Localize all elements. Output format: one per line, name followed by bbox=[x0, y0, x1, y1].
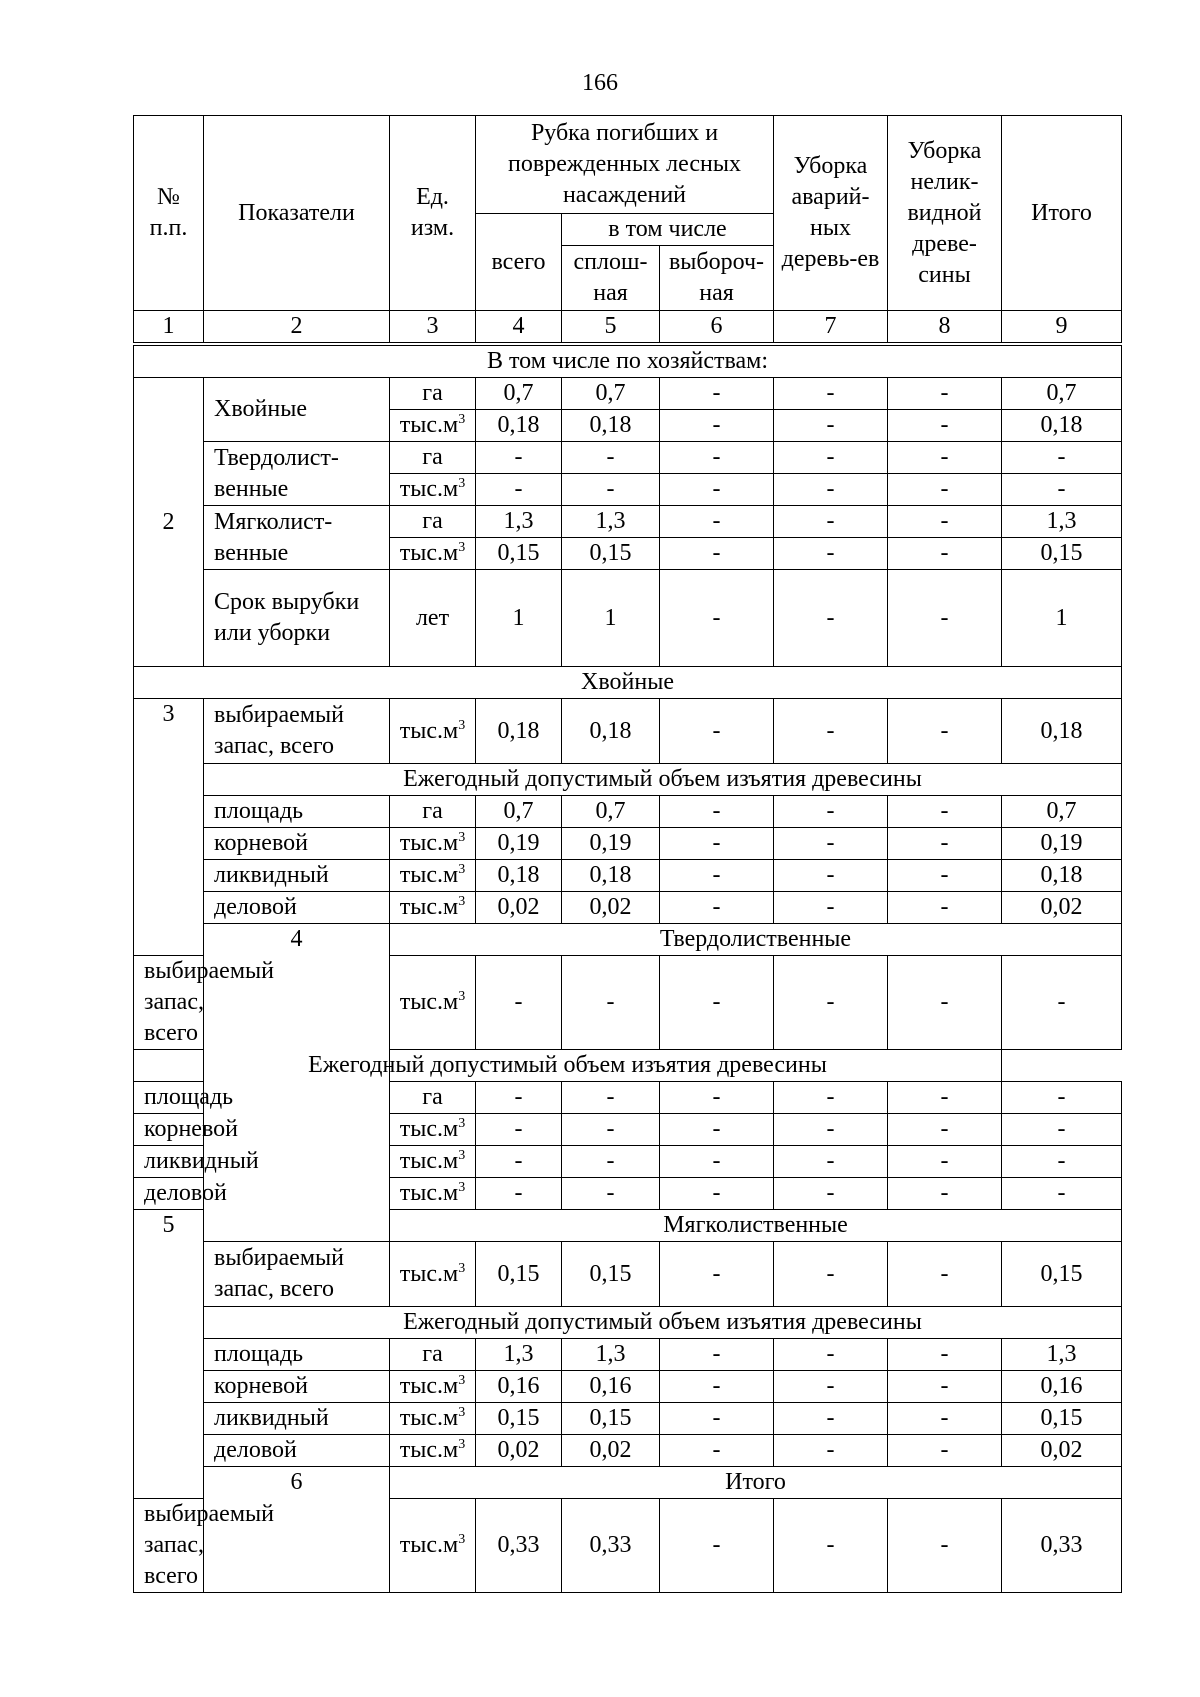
unit-cell bbox=[390, 538, 476, 570]
unit-text: тыс.м bbox=[399, 1180, 459, 1206]
unit-superscript: 3 bbox=[458, 894, 466, 909]
column-number: 3 bbox=[390, 311, 476, 345]
row-number: 2 bbox=[134, 378, 204, 667]
value-cell: - bbox=[1002, 442, 1122, 474]
row-name: деловой bbox=[204, 892, 390, 924]
unit-cell bbox=[390, 410, 476, 442]
annual-row bbox=[134, 764, 1122, 796]
unit-text: тыс.м bbox=[399, 1148, 459, 1174]
value-cell: 0,15 bbox=[476, 1403, 562, 1435]
value-cell: - bbox=[660, 1435, 774, 1467]
value-cell: - bbox=[888, 474, 1002, 506]
value-cell: 0,7 bbox=[562, 796, 660, 828]
value-cell: 0,19 bbox=[1002, 828, 1122, 860]
unit-cell: га bbox=[390, 378, 476, 410]
table-row bbox=[134, 860, 1122, 892]
value-cell: - bbox=[774, 1178, 888, 1210]
unit-cell: га bbox=[390, 506, 476, 538]
value-cell: 0,15 bbox=[476, 538, 562, 570]
table-row bbox=[134, 442, 1122, 474]
unit-superscript: 3 bbox=[458, 540, 466, 555]
table-row bbox=[134, 699, 1122, 764]
value-cell: - bbox=[888, 1242, 1002, 1307]
value-cell: 0,15 bbox=[562, 1403, 660, 1435]
table-row bbox=[134, 378, 1122, 410]
section-by-farms: В том числе по хозяйствам: bbox=[134, 344, 1122, 378]
unit-superscript: 3 bbox=[458, 1405, 466, 1420]
unit-text: тыс.м bbox=[399, 1116, 459, 1142]
value-cell: - bbox=[774, 699, 888, 764]
table-row bbox=[134, 1371, 1122, 1403]
value-cell: 0,33 bbox=[476, 1499, 562, 1593]
group-title-row bbox=[134, 667, 1122, 699]
unit-text: тыс.м bbox=[399, 1373, 459, 1399]
value-cell: - bbox=[562, 1146, 660, 1178]
value-cell: - bbox=[562, 442, 660, 474]
group-title: Твердолиственные bbox=[390, 924, 1122, 956]
header-num: № п.п. bbox=[134, 116, 204, 311]
value-cell: - bbox=[888, 1146, 1002, 1178]
value-cell: 0,18 bbox=[562, 699, 660, 764]
unit-superscript: 3 bbox=[458, 476, 466, 491]
value-cell: - bbox=[888, 570, 1002, 667]
group-title: Мягколиственные bbox=[390, 1210, 1122, 1242]
row-name: Срок вырубки или уборки bbox=[204, 570, 390, 667]
unit-cell bbox=[390, 1146, 476, 1178]
row-name: выбираемый запас, всего bbox=[134, 956, 204, 1050]
unit-text: тыс.м bbox=[399, 1405, 459, 1431]
table-row bbox=[134, 892, 1122, 924]
row-name: ликвидный bbox=[134, 1146, 204, 1178]
row-name: ликвидный bbox=[204, 860, 390, 892]
row-name: корневой bbox=[204, 1371, 390, 1403]
unit-cell bbox=[390, 474, 476, 506]
value-cell: - bbox=[660, 442, 774, 474]
value-cell: 0,02 bbox=[562, 892, 660, 924]
value-cell: - bbox=[774, 956, 888, 1050]
unit-superscript: 3 bbox=[458, 1148, 466, 1163]
value-cell: - bbox=[562, 1114, 660, 1146]
unit-text: тыс.м bbox=[399, 717, 459, 744]
value-cell: - bbox=[888, 956, 1002, 1050]
value-cell: - bbox=[660, 506, 774, 538]
unit-superscript: 3 bbox=[458, 1373, 466, 1388]
row-name: площадь bbox=[204, 1339, 390, 1371]
value-cell: 0,18 bbox=[476, 860, 562, 892]
table-row bbox=[134, 1435, 1122, 1467]
row-name: деловой bbox=[134, 1178, 204, 1210]
value-cell: - bbox=[562, 1082, 660, 1114]
forest-table bbox=[133, 115, 1122, 1593]
table-row bbox=[134, 1339, 1122, 1371]
value-cell: - bbox=[888, 538, 1002, 570]
unit-superscript: 3 bbox=[458, 1532, 466, 1547]
value-cell: 0,7 bbox=[476, 378, 562, 410]
header-indicator: Показатели bbox=[204, 116, 390, 311]
unit-text: тыс.м bbox=[399, 412, 459, 438]
row-name: корневой bbox=[134, 1114, 204, 1146]
value-cell: - bbox=[660, 860, 774, 892]
row-name: Мягколист-венные bbox=[204, 506, 390, 570]
value-cell: - bbox=[660, 538, 774, 570]
group-title-row bbox=[134, 1467, 1122, 1499]
value-cell: - bbox=[1002, 1114, 1122, 1146]
value-cell: - bbox=[888, 1178, 1002, 1210]
value-cell: - bbox=[888, 1082, 1002, 1114]
value-cell: - bbox=[888, 1371, 1002, 1403]
column-number: 2 bbox=[204, 311, 390, 345]
group-title-row bbox=[134, 924, 1122, 956]
value-cell: 1,3 bbox=[562, 1339, 660, 1371]
value-cell: - bbox=[660, 892, 774, 924]
value-cell: - bbox=[888, 892, 1002, 924]
row-name: Твердолист-венные bbox=[204, 442, 390, 506]
value-cell: - bbox=[660, 410, 774, 442]
value-cell: - bbox=[774, 506, 888, 538]
value-cell: 0,19 bbox=[476, 828, 562, 860]
unit-cell bbox=[390, 1114, 476, 1146]
value-cell: - bbox=[774, 410, 888, 442]
group-title: Итого bbox=[390, 1467, 1122, 1499]
value-cell: - bbox=[660, 796, 774, 828]
row-name: выбираемый запас, всего bbox=[204, 1242, 390, 1307]
value-cell: 0,15 bbox=[1002, 538, 1122, 570]
value-cell: - bbox=[1002, 1146, 1122, 1178]
column-number: 1 bbox=[134, 311, 204, 345]
value-cell: - bbox=[660, 1242, 774, 1307]
value-cell: - bbox=[888, 378, 1002, 410]
unit-superscript: 3 bbox=[458, 1437, 466, 1452]
value-cell: - bbox=[660, 956, 774, 1050]
unit-cell bbox=[390, 1435, 476, 1467]
value-cell: 0,15 bbox=[1002, 1242, 1122, 1307]
header-solid: сплош-ная bbox=[562, 246, 660, 311]
header-nonliquid: Уборка нелик-видной древе-сины bbox=[888, 116, 1002, 311]
value-cell: 0,7 bbox=[1002, 796, 1122, 828]
unit-cell bbox=[390, 1178, 476, 1210]
value-cell: - bbox=[888, 1435, 1002, 1467]
row-number: 6 bbox=[204, 1467, 390, 1593]
unit-superscript: 3 bbox=[458, 717, 466, 733]
unit-text: тыс.м bbox=[399, 1532, 459, 1558]
row-name: Хвойные bbox=[204, 378, 390, 442]
table-body bbox=[134, 116, 1122, 1593]
value-cell: - bbox=[1002, 1082, 1122, 1114]
value-cell: 0,02 bbox=[476, 1435, 562, 1467]
value-cell: - bbox=[774, 1082, 888, 1114]
value-cell: - bbox=[774, 892, 888, 924]
header-total-all: всего bbox=[476, 214, 562, 311]
unit-text: тыс.м bbox=[399, 894, 459, 920]
value-cell: - bbox=[660, 378, 774, 410]
unit-cell: га bbox=[390, 442, 476, 474]
value-cell: - bbox=[476, 442, 562, 474]
column-number: 9 bbox=[1002, 311, 1122, 345]
row-name: выбираемый запас, всего bbox=[134, 1499, 204, 1593]
value-cell: - bbox=[660, 1499, 774, 1593]
header-selective: выбороч-ная bbox=[660, 246, 774, 311]
row-name: деловой bbox=[204, 1435, 390, 1467]
value-cell: 0,18 bbox=[1002, 860, 1122, 892]
unit-text: тыс.м bbox=[399, 989, 459, 1015]
value-cell: - bbox=[476, 956, 562, 1050]
unit-text: тыс.м bbox=[399, 830, 459, 856]
value-cell: 0,19 bbox=[562, 828, 660, 860]
table-row bbox=[134, 506, 1122, 538]
value-cell: - bbox=[774, 860, 888, 892]
value-cell: - bbox=[660, 474, 774, 506]
unit-text: тыс.м bbox=[399, 1437, 459, 1463]
value-cell: 0,18 bbox=[562, 410, 660, 442]
header-unit: Ед. изм. bbox=[390, 116, 476, 311]
column-number: 7 bbox=[774, 311, 888, 345]
unit-superscript: 3 bbox=[458, 412, 466, 427]
row-number: 5 bbox=[134, 1210, 204, 1499]
value-cell: - bbox=[888, 410, 1002, 442]
value-cell: - bbox=[660, 1146, 774, 1178]
value-cell: 0,33 bbox=[562, 1499, 660, 1593]
row-name: ликвидный bbox=[204, 1403, 390, 1435]
value-cell: 0,15 bbox=[562, 538, 660, 570]
table-row bbox=[134, 828, 1122, 860]
value-cell: - bbox=[774, 1403, 888, 1435]
column-number: 8 bbox=[888, 311, 1002, 345]
value-cell: 0,18 bbox=[1002, 699, 1122, 764]
unit-cell bbox=[390, 1242, 476, 1307]
unit-cell bbox=[390, 892, 476, 924]
annual-label: Ежегодный допустимый объем изъятия древесины bbox=[204, 1307, 1122, 1339]
value-cell: 1,3 bbox=[476, 506, 562, 538]
section-row bbox=[134, 344, 1122, 378]
value-cell: - bbox=[774, 828, 888, 860]
value-cell: - bbox=[562, 474, 660, 506]
value-cell: 0,7 bbox=[562, 378, 660, 410]
column-number: 6 bbox=[660, 311, 774, 345]
value-cell: 0,02 bbox=[1002, 892, 1122, 924]
value-cell: - bbox=[774, 442, 888, 474]
column-number: 4 bbox=[476, 311, 562, 345]
column-numbers-row bbox=[134, 311, 1122, 345]
value-cell: - bbox=[476, 1082, 562, 1114]
value-cell: - bbox=[660, 1339, 774, 1371]
value-cell: 1 bbox=[476, 570, 562, 667]
unit-superscript: 3 bbox=[458, 1260, 466, 1276]
value-cell: 0,16 bbox=[562, 1371, 660, 1403]
unit-cell bbox=[390, 1499, 476, 1593]
unit-cell: га bbox=[390, 1339, 476, 1371]
unit-cell bbox=[390, 699, 476, 764]
value-cell: 0,7 bbox=[476, 796, 562, 828]
annual-label: Ежегодный допустимый объем изъятия древесины bbox=[204, 764, 1122, 796]
annual-row bbox=[134, 1050, 1122, 1082]
row-name: выбираемый запас, всего bbox=[204, 699, 390, 764]
table-row bbox=[134, 1242, 1122, 1307]
value-cell: 0,18 bbox=[476, 410, 562, 442]
value-cell: - bbox=[774, 378, 888, 410]
value-cell: 0,15 bbox=[476, 1242, 562, 1307]
value-cell: 0,7 bbox=[1002, 378, 1122, 410]
value-cell: 1,3 bbox=[1002, 1339, 1122, 1371]
value-cell: - bbox=[774, 1146, 888, 1178]
value-cell: 1,3 bbox=[476, 1339, 562, 1371]
value-cell: 0,15 bbox=[562, 1242, 660, 1307]
group-title: Хвойные bbox=[134, 667, 1122, 699]
header-emergency: Уборка аварий-ных деревь-ев bbox=[774, 116, 888, 311]
value-cell: - bbox=[774, 1114, 888, 1146]
value-cell: - bbox=[660, 1114, 774, 1146]
value-cell: - bbox=[476, 1178, 562, 1210]
value-cell: - bbox=[660, 699, 774, 764]
value-cell: - bbox=[476, 1114, 562, 1146]
unit-superscript: 3 bbox=[458, 989, 466, 1004]
table-row bbox=[134, 796, 1122, 828]
value-cell: - bbox=[660, 570, 774, 667]
value-cell: - bbox=[660, 1371, 774, 1403]
value-cell: - bbox=[562, 1178, 660, 1210]
value-cell: - bbox=[774, 570, 888, 667]
unit-superscript: 3 bbox=[458, 862, 466, 877]
value-cell: - bbox=[660, 1178, 774, 1210]
value-cell: 1 bbox=[1002, 570, 1122, 667]
row-number: 3 bbox=[134, 699, 204, 956]
annual-row bbox=[134, 1307, 1122, 1339]
column-number: 5 bbox=[562, 311, 660, 345]
page-number: 166 bbox=[582, 70, 618, 96]
value-cell: - bbox=[660, 828, 774, 860]
table-row bbox=[134, 1403, 1122, 1435]
header-itogo: Итого bbox=[1002, 116, 1122, 311]
value-cell: - bbox=[774, 1371, 888, 1403]
value-cell: - bbox=[1002, 474, 1122, 506]
value-cell: - bbox=[1002, 1178, 1122, 1210]
table-row bbox=[134, 570, 1122, 667]
value-cell: - bbox=[774, 796, 888, 828]
value-cell: - bbox=[660, 1403, 774, 1435]
value-cell: - bbox=[888, 796, 1002, 828]
value-cell: 1,3 bbox=[1002, 506, 1122, 538]
row-number: 4 bbox=[204, 924, 390, 1242]
unit-text: тыс.м bbox=[399, 862, 459, 888]
value-cell: 0,02 bbox=[562, 1435, 660, 1467]
value-cell: - bbox=[888, 442, 1002, 474]
value-cell: - bbox=[888, 506, 1002, 538]
value-cell: - bbox=[476, 1146, 562, 1178]
annual-label: Ежегодный допустимый объем изъятия древесины bbox=[134, 1050, 1002, 1082]
value-cell: 0,33 bbox=[1002, 1499, 1122, 1593]
value-cell: - bbox=[774, 1499, 888, 1593]
unit-cell bbox=[390, 1403, 476, 1435]
value-cell: - bbox=[774, 1242, 888, 1307]
row-name: корневой bbox=[204, 828, 390, 860]
value-cell: 0,18 bbox=[1002, 410, 1122, 442]
unit-text: тыс.м bbox=[399, 1260, 459, 1287]
unit-superscript: 3 bbox=[458, 1116, 466, 1131]
value-cell: 1 bbox=[562, 570, 660, 667]
value-cell: - bbox=[774, 1339, 888, 1371]
value-cell: - bbox=[476, 474, 562, 506]
value-cell: 0,18 bbox=[562, 860, 660, 892]
value-cell: - bbox=[774, 538, 888, 570]
value-cell: - bbox=[888, 828, 1002, 860]
value-cell: - bbox=[888, 1499, 1002, 1593]
value-cell: 0,02 bbox=[1002, 1435, 1122, 1467]
value-cell: 0,15 bbox=[1002, 1403, 1122, 1435]
unit-cell bbox=[390, 1371, 476, 1403]
header-group: Рубка погибших и поврежденных лесных насаждений bbox=[476, 116, 774, 214]
value-cell: 1,3 bbox=[562, 506, 660, 538]
unit-cell bbox=[390, 956, 476, 1050]
value-cell: - bbox=[660, 1082, 774, 1114]
row-name: площадь bbox=[134, 1082, 204, 1114]
row-name: площадь bbox=[204, 796, 390, 828]
value-cell: 0,16 bbox=[1002, 1371, 1122, 1403]
value-cell: - bbox=[562, 956, 660, 1050]
value-cell: - bbox=[774, 1435, 888, 1467]
value-cell: - bbox=[888, 1339, 1002, 1371]
unit-cell: га bbox=[390, 1082, 476, 1114]
value-cell: 0,16 bbox=[476, 1371, 562, 1403]
header-incl: в том числе bbox=[562, 214, 774, 246]
unit-text: тыс.м bbox=[399, 476, 459, 502]
unit-cell: лет bbox=[390, 570, 476, 667]
value-cell: - bbox=[888, 1403, 1002, 1435]
value-cell: - bbox=[888, 860, 1002, 892]
value-cell: - bbox=[888, 699, 1002, 764]
value-cell: 0,18 bbox=[476, 699, 562, 764]
value-cell: 0,02 bbox=[476, 892, 562, 924]
unit-superscript: 3 bbox=[458, 830, 466, 845]
value-cell: - bbox=[888, 1114, 1002, 1146]
unit-superscript: 3 bbox=[458, 1180, 466, 1195]
value-cell: - bbox=[1002, 956, 1122, 1050]
unit-text: тыс.м bbox=[399, 540, 459, 566]
unit-cell bbox=[390, 828, 476, 860]
unit-cell: га bbox=[390, 796, 476, 828]
unit-cell bbox=[390, 860, 476, 892]
value-cell: - bbox=[774, 474, 888, 506]
